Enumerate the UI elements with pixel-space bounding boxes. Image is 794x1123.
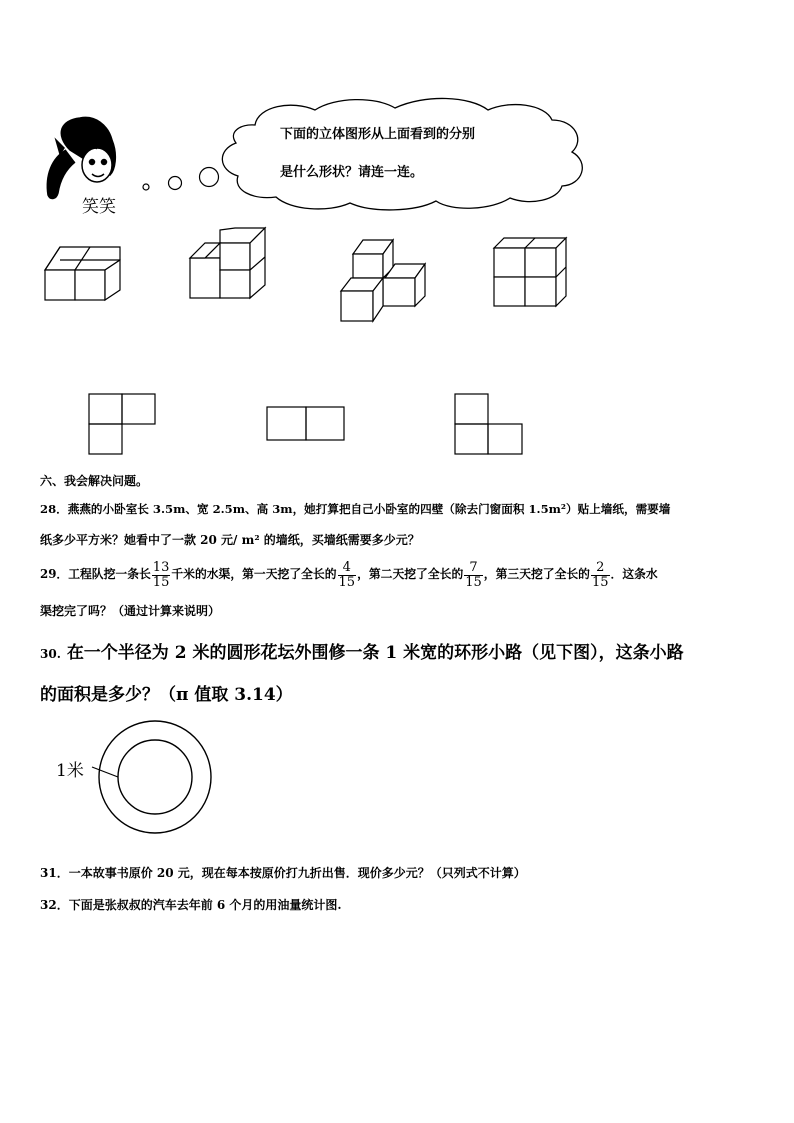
q29-f1-num: 13 xyxy=(152,559,170,575)
q29-f3-den: 15 xyxy=(465,574,482,590)
q29-f2-den: 15 xyxy=(338,574,356,590)
q30-line2: 的面积是多少？（π 值取 3.14） xyxy=(40,685,293,705)
q29-text-1: 29．工程队挖一条长 xyxy=(40,567,151,581)
q28-line2: 纸多少平方米？她看中了一款 20 元/ m² 的墙纸，买墙纸需要多少元？ xyxy=(40,533,420,547)
q29-f4-num: 2 xyxy=(591,561,610,576)
q29-text-2: 千米的水渠，第一天挖了全长的 xyxy=(171,567,337,581)
q28-line1: 28．燕燕的小卧室长 3.5m、宽 2.5m、高 3m，她打算把自己小卧室的四壁（除去门窗面积 1.5m²）贴上墙纸，需要墙 xyxy=(40,502,671,516)
q29-text-4: ，第三天挖了全长的 xyxy=(483,567,590,581)
q29-f2-num: 4 xyxy=(338,561,357,576)
q29-f1-den: 15 xyxy=(152,574,170,590)
cloud-text-line2: 是什么形状？请连一连。 xyxy=(280,165,424,180)
q29-f4-den: 15 xyxy=(591,574,609,590)
q31-text: 31．一本故事书原价 20 元，现在每本按原价打九折出售．现价多少元？（只列式不计算） xyxy=(40,866,526,880)
cloud-text-line1: 下面的立体图形从上面看到的分别 xyxy=(280,127,476,142)
q32-text: 32．下面是张叔叔的汽车去年前 6 个月的用油量统计图. xyxy=(40,898,342,912)
character-label: 笑笑 xyxy=(82,197,116,217)
q29-text-5: ．这条水 xyxy=(610,567,658,581)
ring-width-label: 1米 xyxy=(56,761,84,781)
section-title: 六、我会解决问题。 xyxy=(40,474,149,488)
q30-number: 30. xyxy=(40,647,61,661)
q29-line2: 渠挖完了吗？（通过计算来说明） xyxy=(40,604,221,618)
q29-f3-num: 7 xyxy=(464,561,483,576)
q29-text-3: ，第二天挖了全长的 xyxy=(357,567,464,581)
q30-text-1: 在一个半径为 2 米的圆形花坛外围修一条 1 米宽的环形小路（见下图），这条小路 xyxy=(66,643,684,663)
